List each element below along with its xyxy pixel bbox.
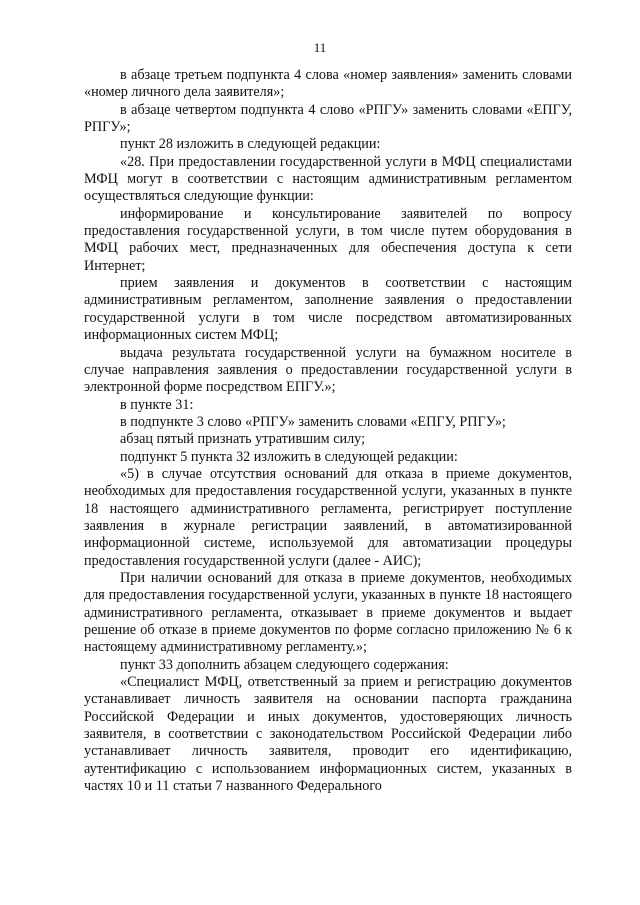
paragraph: в подпункте 3 слово «РПГУ» заменить словами «ЕПГУ, РПГУ»;	[120, 413, 506, 430]
paragraph: «28. При предоставлении государственной услуги в МФЦ специалистами МФЦ могут в соответствии с настоящим административным регламентом осуществляться следующие функции:	[84, 153, 572, 205]
page-number: 11	[313, 40, 327, 55]
document-body	[84, 67, 572, 795]
paragraph: «5) в случае отсутствия оснований для отказа в приеме документов, необходимых для предоставления государственной услуги, указанных в пункте 18 настоящего административного регламента, регистрирует поступление заявления в журнале регистрации заявлений, в автоматизированной информационной системе, используемой для автоматизации процедуры предоставления государственной услуги (далее - АИС);	[84, 465, 572, 569]
paragraph: При наличии оснований для отказа в приеме документов, необходимых для предоставления государственной услуги, указанных в пункте 18 настоящего административного регламента, отказывает в приеме документов и выдает решение об отказе в приеме документов по форме согласно приложению № 6 к настоящему административному регламенту.»;	[84, 569, 572, 656]
paragraph: информирование и консультирование заявителей по вопросу предоставления государственной услуги, в том числе путем оборудования в МФЦ рабочих мест, предназначенных для обеспечения доступа к сети Интернет;	[84, 205, 572, 274]
paragraph: в абзаце третьем подпункта 4 слова «номер заявления» заменить словами «номер личного дела заявителя»;	[84, 67, 572, 101]
paragraph: «Специалист МФЦ, ответственный за прием и регистрацию документов устанавливает личность заявителя на основании паспорта гражданина Российской Федерации и иных документов, удостоверяющих личность заявителя, в соответствии с законодательством Российской Федерации либо устанавливает личность заявителя, проводит его идентификацию, аутентификацию с использованием информационных систем, указанных в частях 10 и 11 статьи 7 названного Федерального	[84, 674, 572, 795]
paragraph: в абзаце четвертом подпункта 4 слово «РПГУ» заменить словами «ЕПГУ, РПГУ»;	[84, 101, 572, 136]
paragraph: пункт 33 дополнить абзацем следующего содержания:	[120, 656, 449, 673]
paragraph: выдача результата государственной услуги на бумажном носителе в случае направления заявления о предоставлении государственной услуги в электронной форме посредством ЕПГУ.»;	[84, 344, 572, 396]
paragraph: прием заявления и документов в соответствии с настоящим административным регламентом, заполнение заявления о предоставлении государственной услуги в том числе посредством автоматизированных информационных систем МФЦ;	[84, 275, 572, 344]
paragraph: пункт 28 изложить в следующей редакции:	[120, 136, 381, 153]
paragraph: абзац пятый признать утратившим силу;	[120, 431, 366, 448]
paragraph: в пункте 31:	[120, 396, 194, 413]
paragraph: подпункт 5 пункта 32 изложить в следующей редакции:	[120, 448, 458, 465]
